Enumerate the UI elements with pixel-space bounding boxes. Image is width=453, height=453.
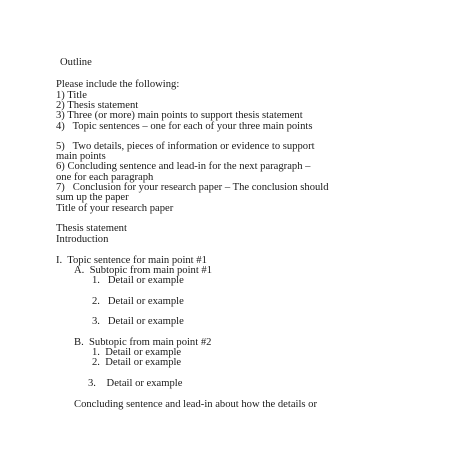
instruction-item-6-line-1: 6) Concluding sentence and lead-in for the next paragraph – [56,161,311,172]
subtopic-a: A. Subtopic from main point #1 [74,265,213,276]
instructions-intro: Please include the following: [56,79,180,90]
instruction-item-1: 1) Title [56,90,87,101]
introduction-label: Introduction [56,234,109,245]
subtopic-a-detail-2: 2. Detail or example [92,296,184,307]
instruction-item-3: 3) Three (or more) main points to support thesis statement [56,110,303,121]
instruction-item-6-line-2: one for each paragraph [56,172,154,183]
subtopic-b-detail-2: 2. Detail or example [92,357,182,368]
concluding-sentence: Concluding sentence and lead-in about how the details or [74,399,317,410]
subtopic-a-detail-3: 3. Detail or example [92,316,184,327]
subtopic-a-detail-1: 1. Detail or example [92,275,184,286]
instruction-item-4: 4) Topic sentences – one for each of your three main points [56,121,313,132]
instruction-item-5-line-1: 5) Two details, pieces of information or evidence to support [56,141,315,152]
subtopic-b: B. Subtopic from main point #2 [74,337,212,348]
instruction-item-7-line-2: sum up the paper [56,192,129,203]
subtopic-b-detail-1: 1. Detail or example [92,347,182,358]
paper-title: Title of your research paper [56,203,174,214]
instruction-item-5-line-2: main points [56,151,106,162]
instruction-item-2: 2) Thesis statement [56,100,139,111]
subtopic-b-detail-3: 3. Detail or example [88,378,183,389]
thesis-statement-label: Thesis statement [56,223,127,234]
outline-heading: Outline [60,57,92,68]
instruction-item-7-line-1: 7) Conclusion for your research paper – The conclusion should [56,182,329,193]
main-point-1-heading: I. Topic sentence for main point #1 [56,255,207,266]
